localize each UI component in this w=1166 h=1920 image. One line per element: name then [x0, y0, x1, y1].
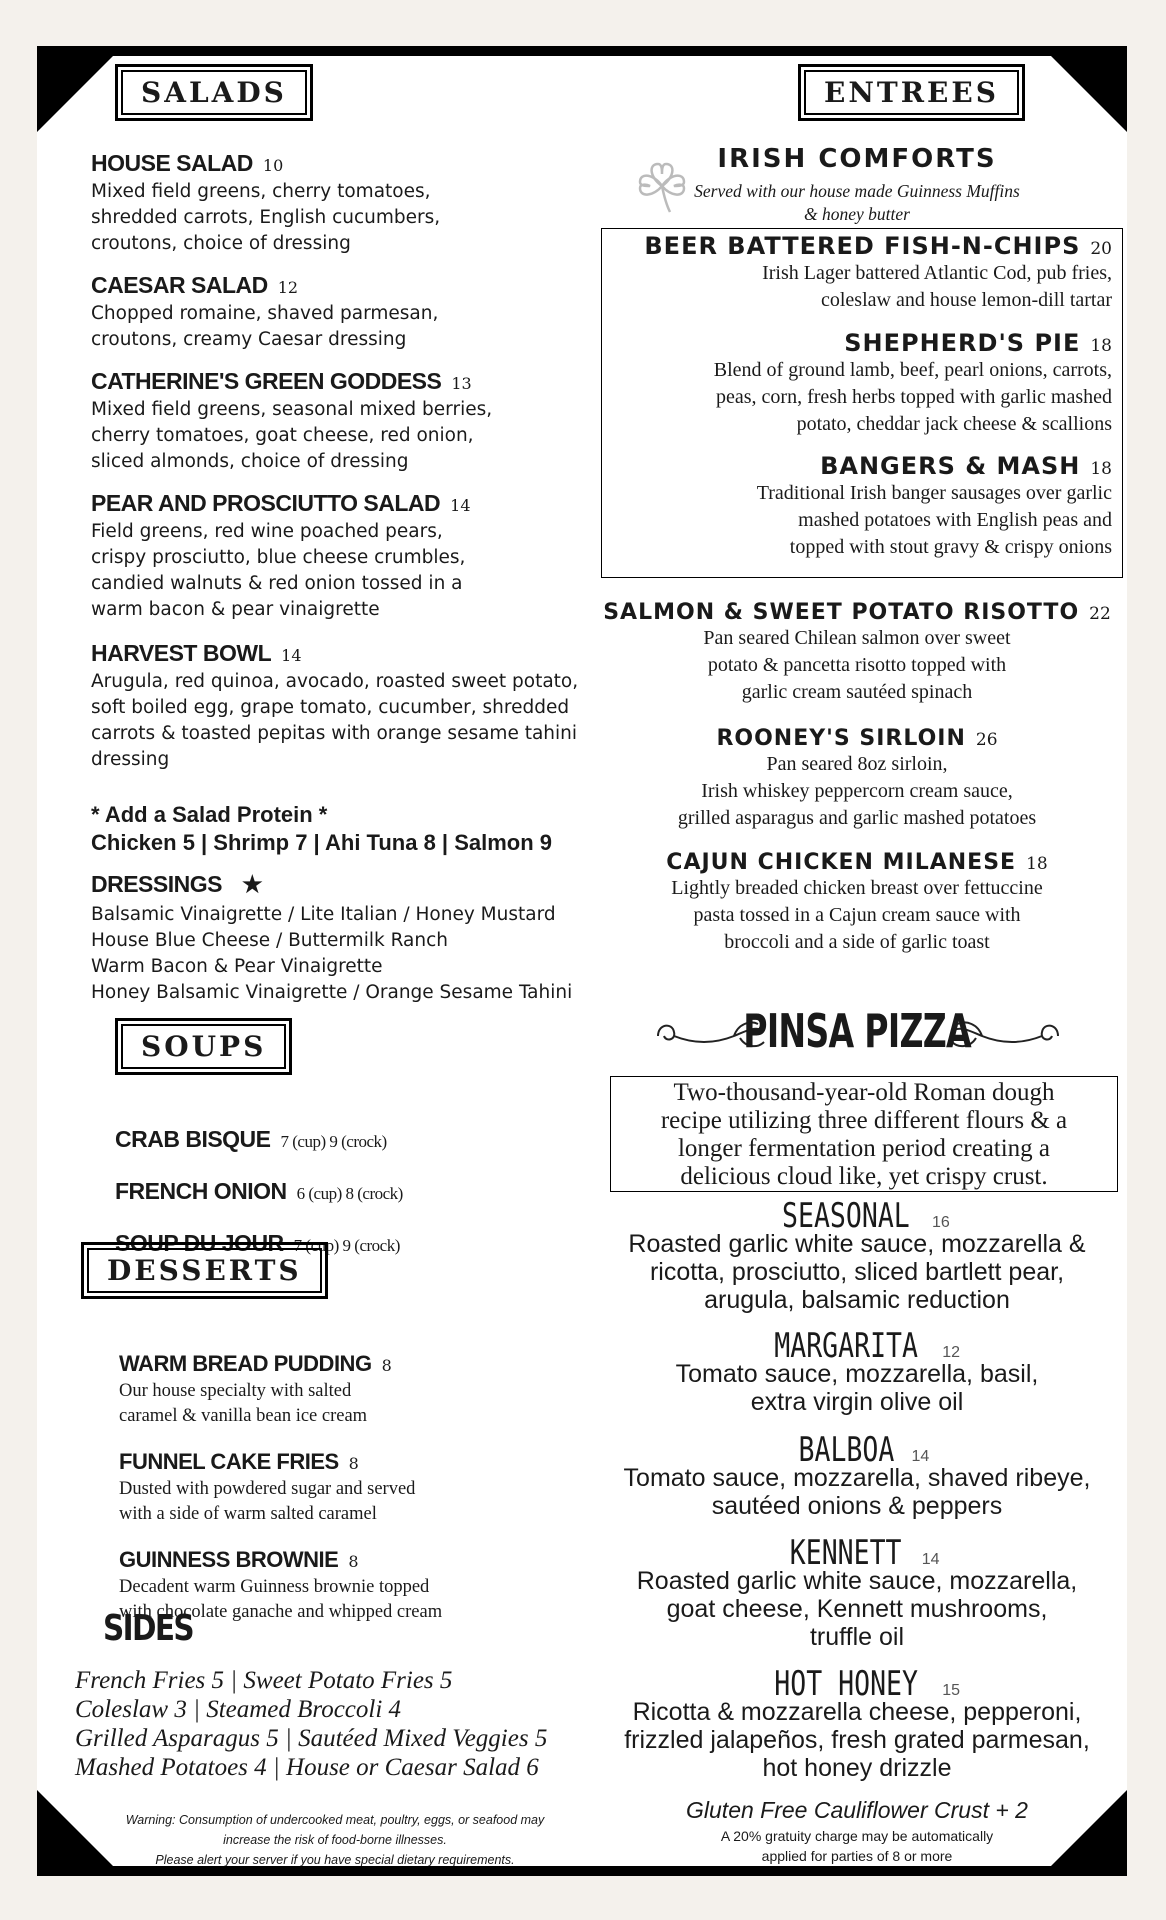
salad-price: 13 — [451, 374, 472, 393]
salad-name: HARVEST BOWL — [91, 640, 272, 666]
entree-item — [592, 600, 1122, 706]
salad-item — [91, 640, 611, 773]
dessert-item — [119, 1449, 559, 1527]
entree-name: SHEPHERD'S PIE — [844, 329, 1081, 357]
entree-name: CAJUN CHICKEN MILANESE — [666, 850, 1017, 875]
soup-price: 7 (cup) 9 (crock) — [280, 1132, 387, 1151]
pizza-item — [592, 1326, 1122, 1416]
entree-price: 18 — [1090, 336, 1112, 356]
pizza-name: MARGARITA — [774, 1326, 918, 1366]
soup-item — [115, 1178, 403, 1205]
entree-description: Pan seared 8oz sirloin, Irish whiskey peppercorn cream sauce, grilled asparagus and garlic mashed potatoes — [677, 753, 1037, 829]
pizza-item — [592, 1664, 1122, 1782]
entree-description: Irish Lager battered Atlantic Cod, pub fries, coleslaw and house lemon-dill tartar — [762, 262, 1112, 311]
salad-description: Chopped romaine, shaved parmesan, croutons, creamy Caesar dressing — [91, 303, 439, 350]
pizza-item — [592, 1196, 1122, 1314]
salad-item — [91, 272, 611, 353]
dessert-description: Decadent warm Guinness brownie topped with chocolate ganache and whipped cream — [119, 1577, 443, 1622]
salad-protein-addon — [91, 801, 552, 857]
salad-price: 12 — [277, 278, 299, 297]
dessert-price: 8 — [348, 1552, 359, 1571]
dessert-item — [119, 1351, 559, 1429]
salad-item — [91, 150, 611, 257]
irish-comforts-title: IRISH COMFORTS — [717, 144, 997, 174]
entree-item — [714, 329, 1112, 438]
pizza-item — [592, 1430, 1122, 1520]
salad-price: 14 — [281, 646, 302, 665]
salad-item — [91, 490, 611, 623]
entree-description: Pan seared Chilean salmon over sweet potato & pancetta risotto topped with garlic cream sautéed spinach — [703, 627, 1011, 703]
pinsa-intro-box: Two-thousand-year-old Roman dough recipe utilizing three different flours & a longer fermentation period creating a delicious cloud like, yet crispy crust. — [610, 1076, 1118, 1192]
entree-price: 22 — [1089, 604, 1111, 624]
pizza-name: BALBOA — [798, 1430, 895, 1470]
salad-description: Arugula, red quinoa, avocado, roasted sweet potato, soft boiled egg, grape tomato, cucumber, shredded carrots & toasted pepitas with orange sesame tahini dressing — [91, 671, 579, 770]
entree-price: 20 — [1090, 239, 1112, 259]
left-column — [53, 56, 613, 1866]
star-icon: ★ — [241, 871, 263, 897]
entree-name: BANGERS & MASH — [820, 452, 1081, 480]
salads-heading: SALADS — [115, 64, 313, 121]
pizza-description: Roasted garlic white sauce, mozzarella & ricotta, prosciutto, sliced bartlett pear, arugula, balsamic reduction — [628, 1230, 1086, 1314]
right-column — [592, 56, 1122, 1866]
menu-page — [37, 46, 1127, 1876]
protein-options: Chicken 5 | Shrimp 7 | Ahi Tuna 8 | Salmon 9 — [91, 830, 553, 855]
pizza-item — [592, 1533, 1122, 1651]
dessert-name: GUINNESS BROWNIE — [119, 1547, 339, 1572]
entree-item — [644, 232, 1112, 314]
entree-description: Blend of ground lamb, beef, pearl onions, carrots, peas, corn, fresh herbs topped with garlic mashed potato, cheddar jack cheese & scallions — [713, 359, 1112, 435]
entree-price: 18 — [1090, 459, 1112, 479]
dressings-title: DRESSINGS — [91, 871, 222, 897]
pizza-description: Tomato sauce, mozzarella, shaved ribeye, sautéed onions & peppers — [623, 1464, 1091, 1520]
pizza-description: Ricotta & mozzarella cheese, pepperoni, frizzled jalapeños, fresh grated parmesan, hot honey drizzle — [624, 1698, 1090, 1782]
dressings-list: Balsamic Vinaigrette / Lite Italian / Honey Mustard House Blue Cheese / Buttermilk Ranch Warm Bacon & Pear Vinaigrette Honey Balsamic Vinaigrette / Orange Sesame Tahini — [91, 904, 573, 1003]
salad-price: 10 — [262, 156, 284, 175]
soup-name: FRENCH ONION — [115, 1178, 287, 1204]
pizza-name: HOT HONEY — [774, 1664, 918, 1704]
entree-item — [592, 850, 1122, 956]
pizza-price: 15 — [942, 1682, 961, 1699]
salad-name: PEAR AND PROSCIUTTO SALAD — [91, 490, 441, 516]
pizza-price: 16 — [931, 1214, 950, 1231]
salad-name: CAESAR SALAD — [91, 272, 268, 298]
salad-description: Field greens, red wine poached pears, crispy prosciutto, blue cheese crumbles, candied walnuts & red onion tossed in a warm bacon & pear vinaigrette — [91, 521, 466, 620]
soup-price: 6 (cup) 8 (crock) — [296, 1184, 403, 1203]
dessert-name: WARM BREAD PUDDING — [119, 1351, 372, 1376]
gluten-free-option: Gluten Free Cauliflower Crust + 2 — [686, 1797, 1028, 1823]
entree-price: 26 — [975, 730, 998, 750]
soup-name: SOUP DU JOUR — [115, 1230, 284, 1256]
dessert-description: Our house specialty with salted caramel & vanilla bean ice cream — [119, 1381, 368, 1426]
entree-item — [757, 452, 1112, 561]
entree-name: SALMON & SWEET POTATO RISOTTO — [603, 600, 1080, 625]
pizza-description: Roasted garlic white sauce, mozzarella, goat cheese, Kennett mushrooms, truffle oil — [636, 1567, 1078, 1651]
soup-name: CRAB BISQUE — [115, 1126, 271, 1152]
soups-heading: SOUPS — [115, 1018, 292, 1075]
soup-item — [115, 1126, 387, 1153]
gratuity-note: A 20% gratuity charge may be automatically applied for parties of 8 or more — [720, 1828, 994, 1864]
salad-item — [91, 368, 611, 475]
pinsa-pizza-title: PINSA PIZZA — [743, 1004, 971, 1058]
desserts-heading: DESSERTS — [81, 1242, 328, 1299]
sides-list: French Fries 5 | Sweet Potato Fries 5 Coleslaw 3 | Steamed Broccoli 4 Grilled Asparagus 5 | Sautéed Mixed Veggies 5 Mashed Potatoes 4 | House or Caesar Salad 6 — [75, 1667, 548, 1781]
entree-description: Traditional Irish banger sausages over garlic mashed potatoes with English peas and topped with stout gravy & crispy onions — [756, 482, 1112, 558]
dessert-price: 8 — [348, 1454, 359, 1473]
dessert-name: FUNNEL CAKE FRIES — [119, 1449, 339, 1474]
pizza-name: SEASONAL — [782, 1196, 910, 1236]
food-safety-warning: Warning: Consumption of undercooked meat, poultry, eggs, or seafood may increase the risk of food-borne illnesses. Please alert your server if you have special dietary requirements. — [125, 1813, 545, 1867]
salad-description: Mixed field greens, seasonal mixed berries, cherry tomatoes, goat cheese, red onion, sliced almonds, choice of dressing — [91, 399, 493, 472]
pizza-price: 14 — [911, 1448, 930, 1465]
pizza-description: Tomato sauce, mozzarella, basil, extra virgin olive oil — [675, 1360, 1039, 1416]
pizza-price: 14 — [921, 1551, 940, 1568]
entree-name: BEER BATTERED FISH-N-CHIPS — [644, 232, 1081, 260]
entree-item — [592, 726, 1122, 832]
dressings-section — [91, 871, 631, 1006]
protein-title: * Add a Salad Protein * — [91, 802, 328, 827]
entrees-heading: ENTREES — [798, 64, 1025, 121]
pizza-price: 12 — [942, 1344, 961, 1361]
dessert-description: Dusted with powdered sugar and served with a side of warm salted caramel — [119, 1479, 416, 1524]
salad-price: 14 — [450, 496, 471, 515]
salad-name: CATHERINE'S GREEN GODDESS — [91, 368, 442, 394]
entree-name: ROONEY'S SIRLOIN — [716, 726, 966, 751]
entree-description: Lightly breaded chicken breast over fettuccine pasta tossed in a Cajun cream sauce with broccoli and a side of garlic toast — [671, 877, 1043, 953]
entree-price: 18 — [1026, 854, 1048, 874]
salad-description: Mixed field greens, cherry tomatoes, shredded carrots, English cucumbers, croutons, choice of dressing — [91, 181, 441, 254]
dessert-price: 8 — [381, 1356, 392, 1375]
salad-name: HOUSE SALAD — [91, 150, 253, 176]
soup-price: 7 (cup) 9 (crock) — [293, 1236, 400, 1255]
irish-comforts-subtitle: Served with our house made Guinness Muffins & honey butter — [694, 181, 1020, 224]
sides-heading: SIDES — [103, 1608, 193, 1649]
pizza-name: KENNETT — [790, 1533, 902, 1573]
